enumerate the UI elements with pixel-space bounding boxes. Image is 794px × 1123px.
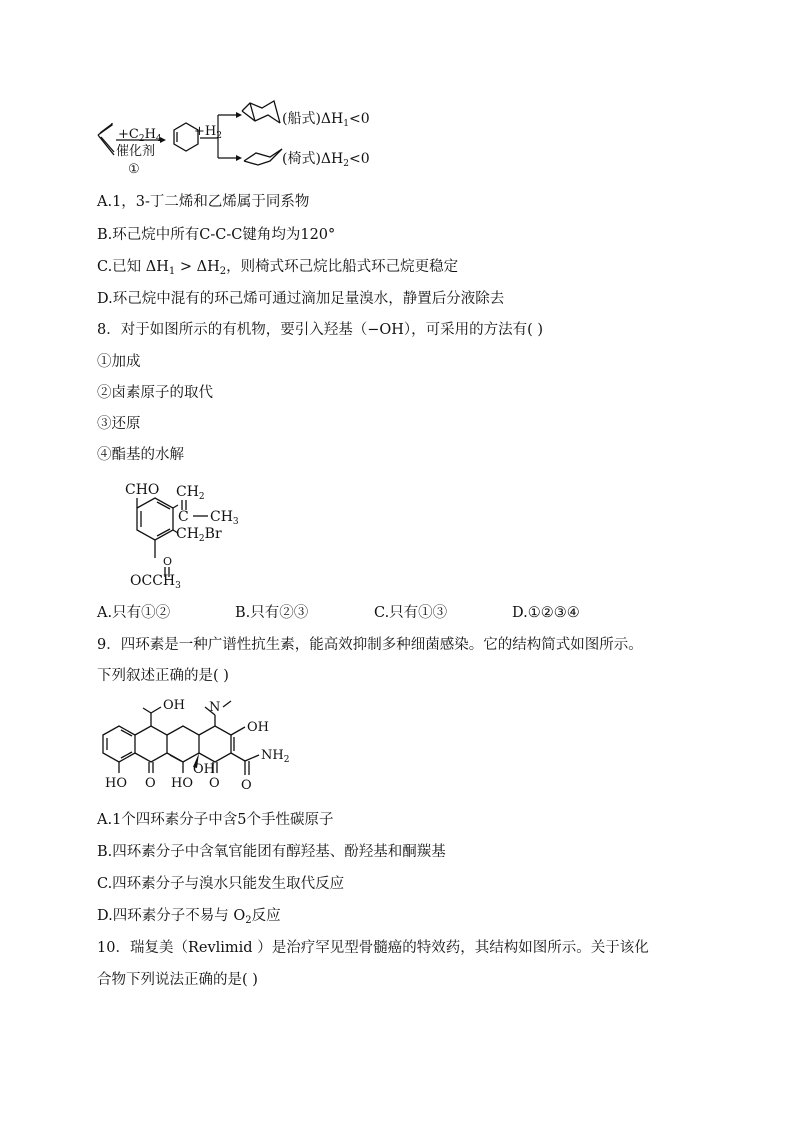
q10-stem-line2: 合物下列说法正确的是( ) (97, 972, 258, 988)
q9-option-b: B.四环素分子中含氧官能团有醇羟基、酚羟基和酮羰基 (97, 844, 446, 860)
q7-option-d: D.环己烷中混有的环己烯可通过滴加足量溴水，静置后分液除去 (97, 291, 505, 307)
q8-item-1: ①加成 (97, 354, 141, 370)
q10-stem-line1: 10．瑞复美（Revlimid ）是治疗罕见型骨髓癌的特效药，其结构如图所示。关于该化 (97, 940, 649, 956)
svg-text:+H2: $+H_2$ (194, 124, 222, 141)
svg-text:①: ① (128, 162, 140, 177)
svg-text:催化剂: 催化剂 (116, 144, 156, 159)
boat-cyclohexane-structure (242, 101, 280, 123)
chair-cyclohexane-structure (244, 149, 282, 165)
q8-option-b: B.只有②③ (235, 605, 309, 621)
svg-text:(椅式)ΔH2<0: (椅式)$\Delta H_2<0$ (282, 151, 370, 169)
svg-text:O: O (163, 555, 173, 568)
svg-text:C: C (178, 509, 189, 525)
q9-option-d: D.四环素分子不易与 $O_2$反应 (97, 908, 281, 926)
q9-option-c: C.四环素分子与溴水只能发生取代反应 (97, 876, 345, 892)
q8-option-a: A.只有①② (97, 605, 171, 621)
q8-option-c: C.只有①③ (374, 605, 448, 621)
svg-text:+C2H4: $+C_2H_4$ (118, 127, 162, 144)
q8-options (97, 603, 717, 623)
q9-option-a: A.1个四环素分子中含5个手性碳原子 (97, 812, 334, 828)
q9-stem-line2: 下列叙述正确的是( ) (97, 668, 229, 684)
svg-text:HO: HO (105, 776, 127, 791)
svg-text:OH: OH (163, 698, 185, 713)
svg-text:N: N (209, 700, 221, 715)
q7-option-b: B.环己烷中所有C-C-C键角均为120° (97, 227, 336, 243)
svg-text:O: O (241, 778, 252, 793)
q8-item-3: ③还原 (97, 416, 141, 432)
svg-text:CHO: CHO (125, 482, 160, 498)
svg-text:OH: OH (247, 720, 269, 735)
svg-text:OCCH3: $OCCH_3$ (130, 573, 181, 590)
q8-item-2: ②卤素原子的取代 (97, 385, 213, 401)
svg-text:(船式)ΔH1<0: (船式)$\Delta H_1<0$ (282, 111, 370, 129)
svg-text:CH3: $CH_3$ (210, 509, 239, 527)
q9-stem-line1: 9．四环素是一种广谱性抗生素，能高效抑制多种细菌感染。它的结构简式如图所示。 (97, 637, 643, 653)
butadiene-structure (98, 123, 114, 155)
q8-structure (110, 478, 260, 590)
svg-text:O: O (209, 776, 220, 791)
q7-option-a: A.1，3-丁二烯和乙烯属于同系物 (97, 194, 310, 210)
q8-option-d: D.①②③④ (512, 605, 580, 621)
q9-tetracycline-structure (95, 693, 335, 803)
q8-item-4: ④酯基的水解 (97, 447, 184, 463)
q8-stem: 8．对于如图所示的有机物，要引入羟基（−OH），可采用的方法有( ) (97, 322, 544, 338)
svg-text:O: O (145, 776, 156, 791)
svg-text:NH2: $NH_2$ (261, 748, 290, 765)
reaction-scheme (90, 95, 390, 185)
svg-text:CH2: $CH_2$ (176, 484, 205, 502)
q7-option-c: C.已知 $\Delta H_1 > \Delta H_2$，则椅式环己烷比船式环己烷更稳定 (97, 259, 459, 277)
svg-text:CH2Br: $CH_2Br$ (176, 526, 222, 544)
svg-text:HO: HO (171, 776, 193, 791)
svg-text:OH: OH (193, 762, 215, 777)
